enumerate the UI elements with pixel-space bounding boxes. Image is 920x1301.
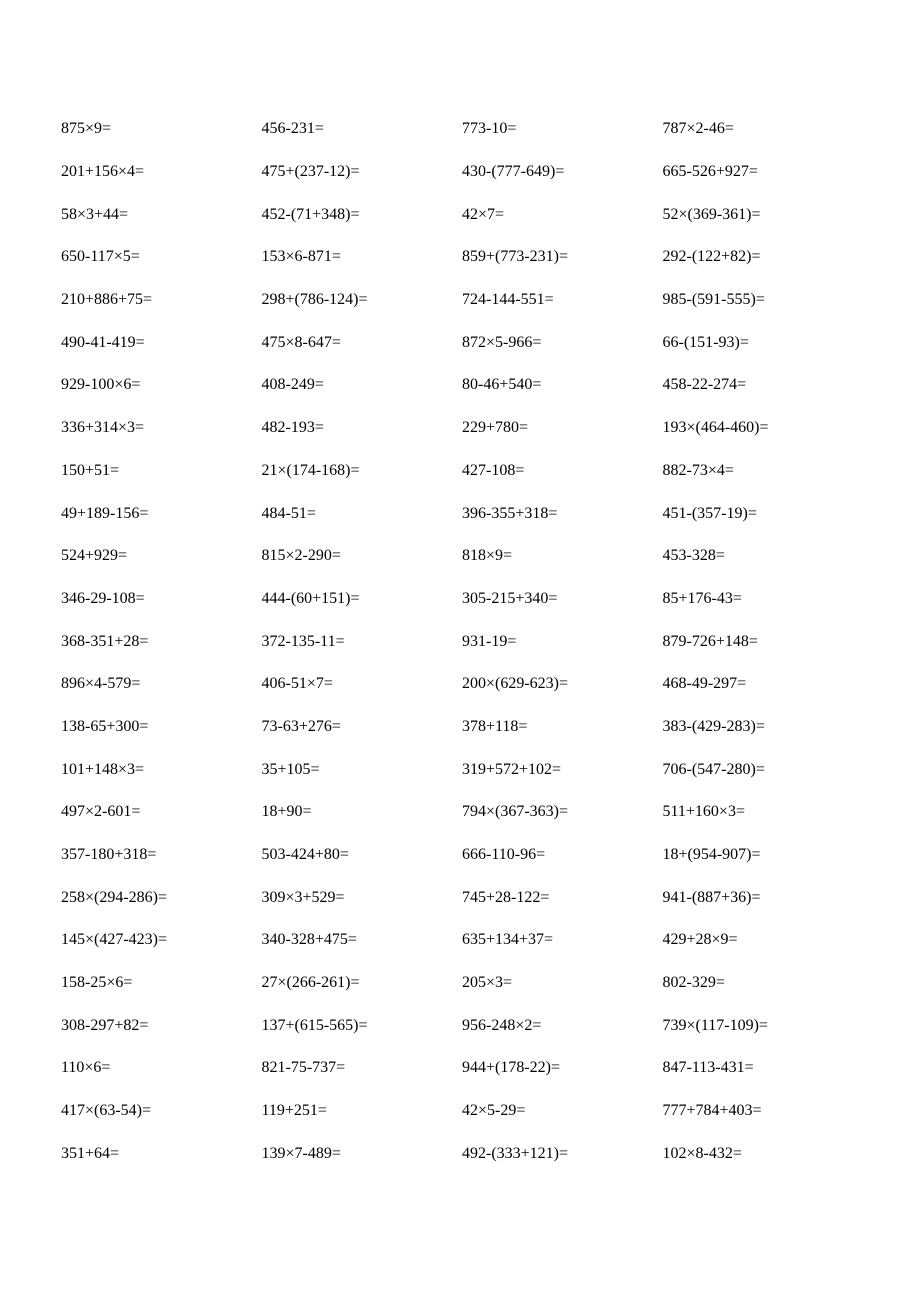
- math-problem: 815×2-290=: [261, 547, 341, 565]
- math-problem: 882-73×4=: [662, 461, 734, 479]
- math-problem: 408-249=: [261, 376, 324, 394]
- math-problem: 319+572+102=: [462, 760, 562, 778]
- problem-row: [61, 193, 861, 236]
- math-problem: 458-22-274=: [662, 376, 747, 394]
- math-problem: 475+(237-12)=: [261, 163, 360, 181]
- math-problem: 210+886+75=: [61, 291, 153, 309]
- math-problem: 847-113-431=: [662, 1059, 754, 1077]
- math-problem: 336+314×3=: [61, 419, 145, 437]
- math-problem: 745+28-122=: [462, 888, 550, 906]
- math-problem: 145×(427-423)=: [61, 931, 168, 949]
- math-problem: 896×4-579=: [61, 675, 141, 693]
- math-problem: 18+(954-907)=: [662, 846, 761, 864]
- math-problem: 794×(367-363)=: [462, 803, 569, 821]
- math-problem: 941-(887+36)=: [662, 888, 761, 906]
- math-problem: 456-231=: [261, 120, 324, 138]
- math-problem: 137+(615-565)=: [261, 1016, 368, 1034]
- problem-row: [61, 236, 861, 279]
- math-problem: 35+105=: [261, 760, 320, 778]
- math-problem: 666-110-96=: [462, 846, 546, 864]
- math-problem: 956-248×2=: [462, 1016, 542, 1034]
- math-problem: 158-25×6=: [61, 974, 133, 992]
- math-problem: 468-49-297=: [662, 675, 747, 693]
- math-problem: 875×9=: [61, 120, 112, 138]
- problem-row: [61, 1133, 861, 1176]
- math-problem: 484-51=: [261, 504, 316, 522]
- problem-row: [61, 876, 861, 919]
- problem-row: [61, 748, 861, 791]
- math-problem: 872×5-966=: [462, 333, 542, 351]
- math-problem: 42×5-29=: [462, 1102, 526, 1120]
- problem-row: [61, 407, 861, 450]
- math-problem: 292-(122+82)=: [662, 248, 761, 266]
- math-problem: 985-(591-555)=: [662, 291, 765, 309]
- problem-row: [61, 279, 861, 322]
- math-problem: 85+176-43=: [662, 589, 742, 607]
- math-problem: 66-(151-93)=: [662, 333, 749, 351]
- math-problem: 21×(174-168)=: [261, 461, 360, 479]
- math-problem: 18+90=: [261, 803, 312, 821]
- math-problem: 49+189-156=: [61, 504, 149, 522]
- math-problem: 42×7=: [462, 205, 505, 223]
- math-problem: 497×2-601=: [61, 803, 141, 821]
- problem-row: [61, 450, 861, 493]
- problem-row: [61, 492, 861, 535]
- math-problem: 452-(71+348)=: [261, 205, 360, 223]
- problem-row: [61, 364, 861, 407]
- math-problem: 444-(60+151)=: [261, 589, 360, 607]
- problem-row: [61, 663, 861, 706]
- math-problem: 52×(369-361)=: [662, 205, 761, 223]
- math-problem: 490-41-419=: [61, 333, 145, 351]
- math-problem: 429+28×9=: [662, 931, 738, 949]
- math-problem: 777+784+403=: [662, 1102, 762, 1120]
- math-problem: 802-329=: [662, 974, 725, 992]
- math-problem: 417×(63-54)=: [61, 1102, 152, 1120]
- math-problem: 482-193=: [261, 419, 324, 437]
- problem-row: [61, 962, 861, 1005]
- math-problem: 150+51=: [61, 461, 120, 479]
- math-problem: 451-(357-19)=: [662, 504, 757, 522]
- problem-row: [61, 834, 861, 877]
- math-problem: 309×3+529=: [261, 888, 345, 906]
- math-problem: 739×(117-109)=: [662, 1016, 768, 1034]
- math-problem: 944+(178-22)=: [462, 1059, 561, 1077]
- math-problem: 724-144-551=: [462, 291, 554, 309]
- problem-row: [61, 578, 861, 621]
- math-problem: 193×(464-460)=: [662, 419, 769, 437]
- math-problem: 27×(266-261)=: [261, 974, 360, 992]
- math-problem: 372-135-11=: [261, 632, 345, 650]
- math-problem: 368-351+28=: [61, 632, 149, 650]
- problem-grid: [61, 108, 861, 1175]
- math-problem: 427-108=: [462, 461, 525, 479]
- math-problem: 73-63+276=: [261, 717, 341, 735]
- math-problem: 298+(786-124)=: [261, 291, 368, 309]
- math-problem: 511+160×3=: [662, 803, 745, 821]
- math-problem: 406-51×7=: [261, 675, 333, 693]
- math-problem: 119+251=: [261, 1102, 327, 1120]
- math-problem: 305-215+340=: [462, 589, 558, 607]
- math-problem: 635+134+37=: [462, 931, 554, 949]
- math-problem: 879-726+148=: [662, 632, 758, 650]
- math-problem: 229+780=: [462, 419, 529, 437]
- math-problem: 821-75-737=: [261, 1059, 346, 1077]
- math-problem: 357-180+318=: [61, 846, 157, 864]
- math-problem: 102×8-432=: [662, 1144, 742, 1162]
- math-problem: 80-46+540=: [462, 376, 542, 394]
- math-problem: 503-424+80=: [261, 846, 349, 864]
- math-problem: 706-(547-280)=: [662, 760, 765, 778]
- math-problem: 524+929=: [61, 547, 128, 565]
- problem-row: [61, 620, 861, 663]
- problem-row: [61, 706, 861, 749]
- problem-row: [61, 151, 861, 194]
- math-problem: 396-355+318=: [462, 504, 558, 522]
- problem-row: [61, 1090, 861, 1133]
- problem-row: [61, 108, 861, 151]
- math-problem: 153×6-871=: [261, 248, 341, 266]
- math-problem: 383-(429-283)=: [662, 717, 765, 735]
- math-problem: 818×9=: [462, 547, 513, 565]
- math-problem: 340-328+475=: [261, 931, 357, 949]
- math-problem: 139×7-489=: [261, 1144, 341, 1162]
- math-problem: 110×6=: [61, 1059, 111, 1077]
- math-problem: 492-(333+121)=: [462, 1144, 569, 1162]
- math-problem: 308-297+82=: [61, 1016, 149, 1034]
- math-problem: 859+(773-231)=: [462, 248, 569, 266]
- math-problem: 351+64=: [61, 1144, 120, 1162]
- problem-row: [61, 791, 861, 834]
- math-problem: 205×3=: [462, 974, 513, 992]
- math-problem: 453-328=: [662, 547, 725, 565]
- math-problem: 200×(629-623)=: [462, 675, 569, 693]
- problem-row: [61, 535, 861, 578]
- math-problem: 773-10=: [462, 120, 517, 138]
- math-problem: 929-100×6=: [61, 376, 141, 394]
- math-problem: 931-19=: [462, 632, 517, 650]
- problem-row: [61, 1047, 861, 1090]
- math-problem: 650-117×5=: [61, 248, 140, 266]
- math-problem: 258×(294-286)=: [61, 888, 168, 906]
- math-problem: 201+156×4=: [61, 163, 145, 181]
- problem-row: [61, 919, 861, 962]
- math-problem: 58×3+44=: [61, 205, 129, 223]
- math-problem: 787×2-46=: [662, 120, 734, 138]
- math-problem: 101+148×3=: [61, 760, 145, 778]
- math-problem: 665-526+927=: [662, 163, 758, 181]
- problem-row: [61, 1004, 861, 1047]
- math-problem: 346-29-108=: [61, 589, 145, 607]
- math-problem: 430-(777-649)=: [462, 163, 565, 181]
- math-problem: 138-65+300=: [61, 717, 149, 735]
- math-problem: 378+118=: [462, 717, 528, 735]
- math-problem: 475×8-647=: [261, 333, 341, 351]
- problem-row: [61, 321, 861, 364]
